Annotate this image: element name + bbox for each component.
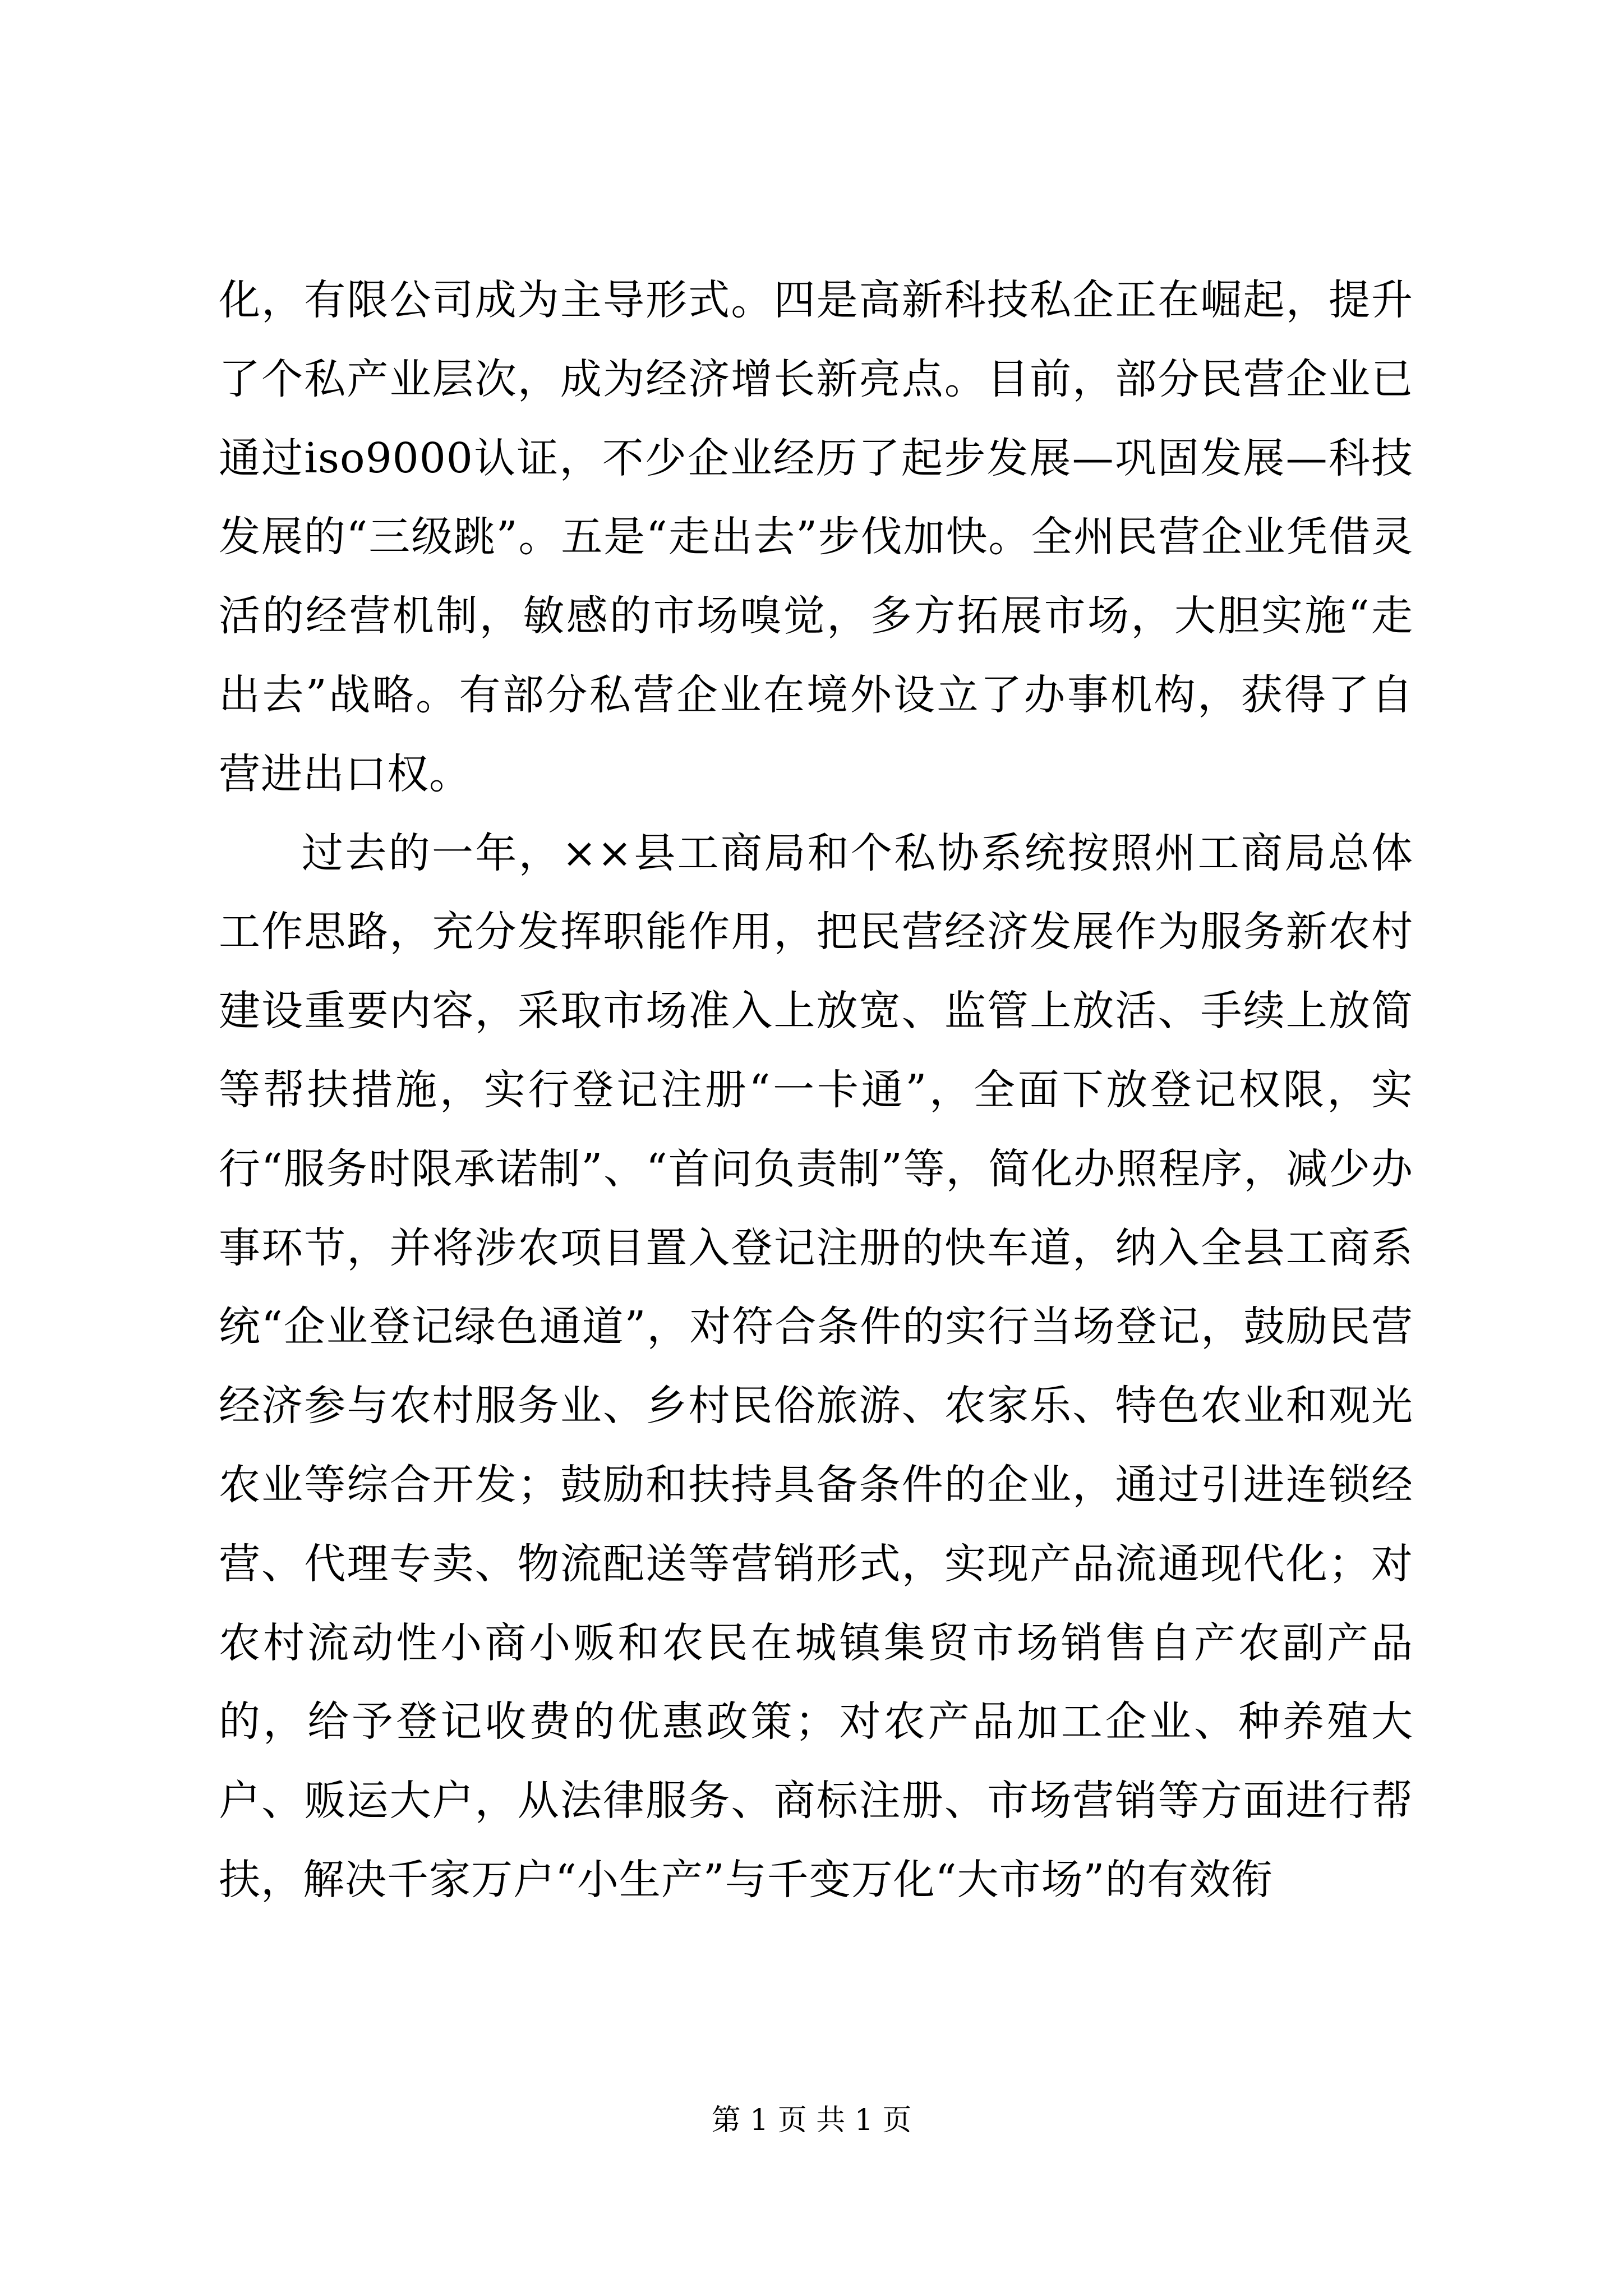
document-body bbox=[219, 261, 1413, 1920]
page-footer: 第 1 页 共 1 页 bbox=[711, 2104, 912, 2137]
paragraph-1: 化，有限公司成为主导形式。四是高新科技私企正在崛起，提升了个私产业层次，成为经济增长新亮点。目前，部分民营企业已通过iso9000认证，不少企业经历了起步发展—巩固发展—科技发展的“三级跳”。五是“走出去”步伐加快。全州民营企业凭借灵活的经营机制，敏感的市场嗅觉，多方拓展市场，大胆实施“走出去”战略。有部分私营企业在境外设立了办事机构，获得了自营进出口权。 bbox=[219, 276, 1413, 798]
paragraph-2: 过去的一年，××县工商局和个私协系统按照州工商局总体工作思路，充分发挥职能作用，把民营经济发展作为服务新农村建设重要内容，采取市场准入上放宽、监管上放活、手续上放简等帮扶措施，实行登记注册“一卡通”，全面下放登记权限，实行“服务时限承诺制”、“首问负责制”等，简化办照程序，减少办事环节，并将涉农项目置入登记注册的快车道，纳入全县工商系统“企业登记绿色通道”，对符合条件的实行当场登记，鼓励民营经济参与农村服务业、乡村民俗旅游、农家乐、特色农业和观光农业等综合开发；鼓励和扶持具备条件的企业，通过引进连锁经营、代理专卖、物流配送等营销形式，实现产品流通现代化；对农村流动性小商小贩和农民在城镇集贸市场销售自产农副产品的，给予登记收费的优惠政策；对农产品加工企业、种养殖大户、贩运大户，从法律服务、商标注册、市场营销等方面进行帮扶，解决千家万户“小生产”与千变万化“大市场”的有效衔 bbox=[219, 829, 1413, 1904]
